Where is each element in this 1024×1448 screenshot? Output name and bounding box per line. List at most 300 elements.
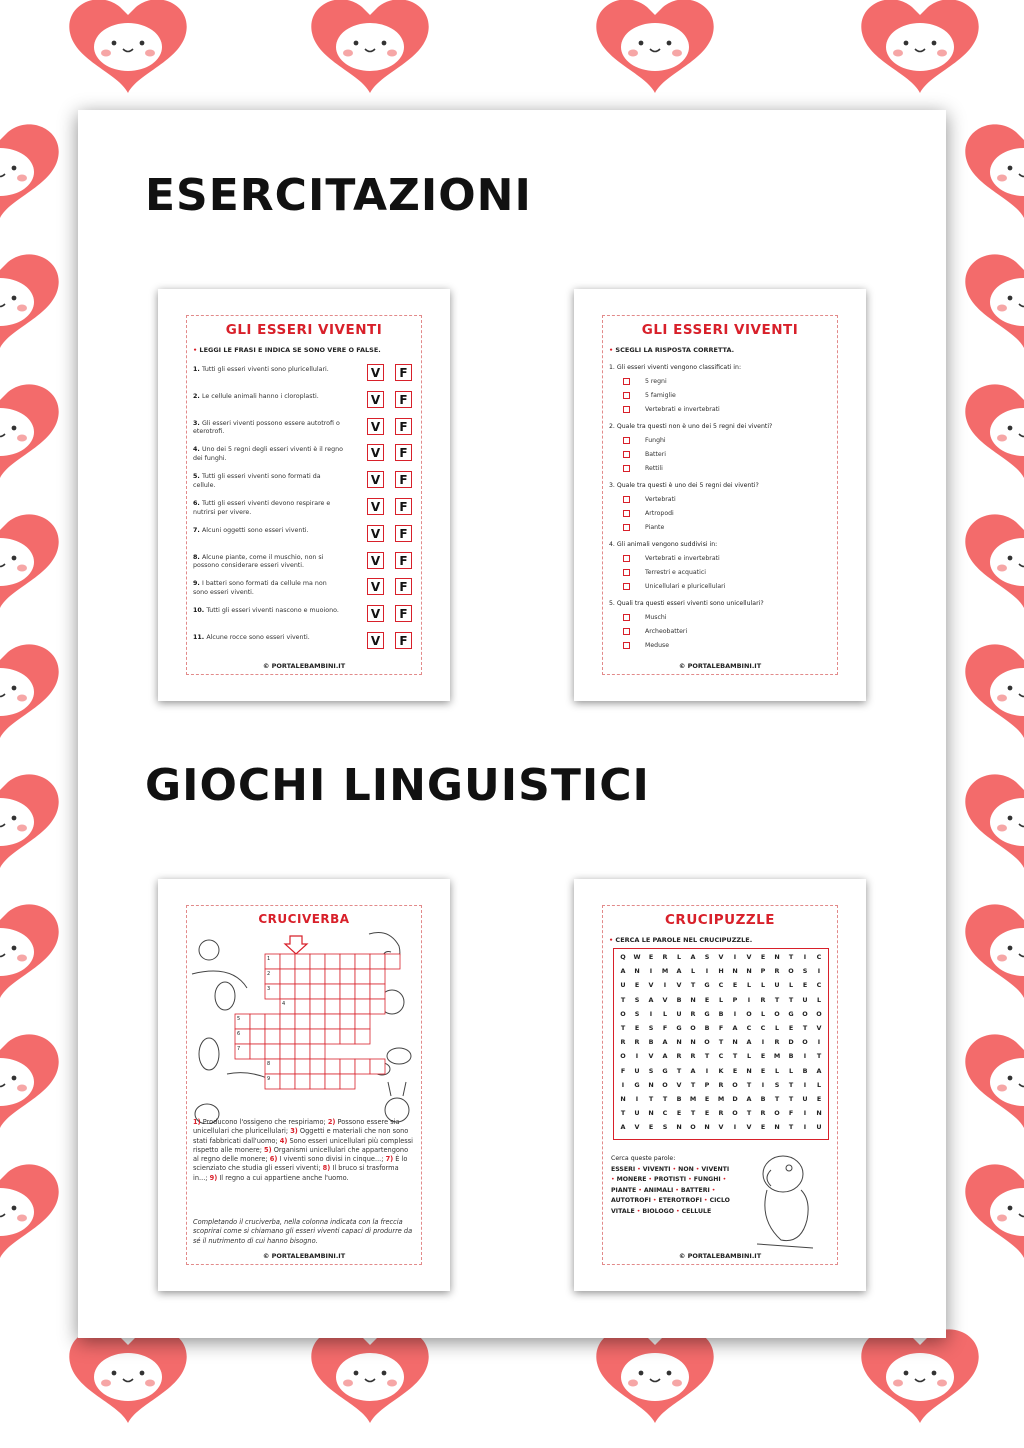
crossword-cell <box>340 969 355 984</box>
word-search-letter[interactable]: L <box>816 995 822 1004</box>
true-false-question: 8. Alcune piante, come il muschio, non si possono considerare esseri viventi. <box>193 553 324 570</box>
word-search-letter[interactable]: E <box>648 953 654 961</box>
answer-checkbox[interactable] <box>623 465 630 472</box>
word-search-letter[interactable]: E <box>760 953 766 961</box>
heart-face-icon <box>965 124 1024 218</box>
word-search-letter[interactable]: T <box>788 1095 794 1103</box>
word-search-letter[interactable]: V <box>676 1080 682 1089</box>
sheet-instruction: • LEGGI LE FRASI E INDICA SE SONO VERE O FALSE. <box>193 346 381 354</box>
word-search-letter[interactable]: M <box>661 967 669 976</box>
word-to-find: PIANTE <box>611 1186 637 1194</box>
word-search-letter[interactable]: C <box>816 981 822 990</box>
word-search-letter[interactable]: T <box>802 1024 808 1032</box>
crossword-cell <box>295 1014 310 1029</box>
false-checkbox[interactable]: F <box>395 552 412 569</box>
crossword-cell <box>295 984 310 999</box>
word-search-letter[interactable]: E <box>788 1024 794 1032</box>
word-search-letter[interactable]: G <box>676 1024 682 1032</box>
word-search-letter[interactable]: I <box>635 1052 639 1061</box>
word-search-letter[interactable]: N <box>704 1123 710 1132</box>
word-search-letter[interactable]: R <box>690 1052 696 1061</box>
crossword-cell <box>250 1044 265 1059</box>
word-search-letter[interactable]: E <box>760 1123 766 1132</box>
word-search-letter[interactable]: S <box>648 1066 654 1075</box>
word-search-letter[interactable]: K <box>718 1066 724 1075</box>
word-search-letter[interactable]: L <box>774 1066 780 1075</box>
word-search-letter[interactable]: S <box>802 967 808 976</box>
word-search-letter[interactable]: S <box>662 1123 668 1132</box>
false-checkbox[interactable]: F <box>395 444 412 461</box>
word-search-letter[interactable]: I <box>635 1095 639 1103</box>
crossword-cell <box>340 1059 355 1074</box>
word-search-letter[interactable]: I <box>803 1080 807 1089</box>
answer-option: Archeobatteri <box>645 628 688 635</box>
word-search-letter[interactable]: T <box>690 1109 696 1118</box>
false-checkbox[interactable]: F <box>395 391 412 408</box>
word-search-letter[interactable]: T <box>620 995 626 1004</box>
word-search-letter[interactable]: I <box>803 1109 807 1118</box>
word-search-letter[interactable]: D <box>788 1038 794 1047</box>
word-search-letter[interactable]: E <box>802 981 808 990</box>
word-search-letter[interactable]: I <box>761 1038 765 1047</box>
false-checkbox[interactable]: F <box>395 525 412 542</box>
worksheet-true-false[interactable] <box>158 289 450 701</box>
word-search-letter[interactable]: V <box>746 1123 752 1132</box>
word-search-letter[interactable]: E <box>816 1095 822 1103</box>
word-search-letter[interactable]: U <box>802 1095 808 1103</box>
word-list-label: Cerca queste parole: <box>611 1155 676 1162</box>
word-search-letter[interactable]: V <box>676 981 682 990</box>
clue-text: È lo scienziato che studia gli esseri viventi; <box>193 1155 408 1173</box>
word-search-letter[interactable]: T <box>788 995 794 1004</box>
word-search-letter[interactable]: R <box>774 967 780 976</box>
word-search-letter[interactable]: P <box>704 1080 710 1089</box>
sheet-footer: © PORTALEBAMBINI.IT <box>678 662 762 670</box>
word-search-letter[interactable]: L <box>676 953 682 961</box>
word-search-letter[interactable]: T <box>690 1080 696 1089</box>
word-search-letter[interactable]: L <box>760 1009 766 1018</box>
word-search-letter[interactable]: I <box>649 967 653 976</box>
word-search-letter[interactable]: G <box>634 1080 640 1089</box>
word-search-letter[interactable]: T <box>788 953 794 961</box>
answer-checkbox[interactable] <box>623 555 630 562</box>
word-search-letter[interactable]: T <box>620 1109 626 1118</box>
word-search-letter[interactable]: N <box>746 1066 752 1075</box>
crossword-cell <box>370 954 385 969</box>
word-search-letter[interactable]: N <box>620 1095 626 1103</box>
word-search-letter[interactable]: F <box>788 1109 794 1118</box>
word-search-letter[interactable]: I <box>705 967 709 976</box>
word-search-letter[interactable]: C <box>760 1024 766 1032</box>
word-search-letter[interactable]: O <box>746 1009 752 1018</box>
answer-option: 5 regni <box>645 378 667 385</box>
word-search-letter[interactable]: I <box>705 1066 709 1075</box>
word-search-letter[interactable]: T <box>746 1109 752 1118</box>
false-checkbox[interactable]: F <box>395 471 412 488</box>
word-search-letter[interactable]: N <box>634 967 640 976</box>
word-search-letter[interactable]: Q <box>620 953 626 961</box>
word-search-letter[interactable]: A <box>676 967 682 976</box>
false-checkbox[interactable]: F <box>395 498 412 515</box>
word-search-letter[interactable]: O <box>732 1080 738 1089</box>
word-search-letter[interactable]: D <box>732 1095 738 1103</box>
word-search-letter[interactable]: S <box>634 1009 640 1018</box>
word-search-letter[interactable]: A <box>732 1024 738 1032</box>
word-search-letter[interactable]: V <box>662 995 668 1004</box>
word-search-letter[interactable]: G <box>788 1009 794 1018</box>
word-search-letter[interactable]: O <box>802 1038 808 1047</box>
answer-checkbox[interactable] <box>623 406 630 413</box>
word-search-letter[interactable]: E <box>732 981 738 990</box>
clue-number: 7) <box>385 1155 394 1164</box>
word-search-letter[interactable]: V <box>816 1024 822 1032</box>
word-search-letter[interactable]: B <box>648 1038 654 1047</box>
word-search-letter[interactable]: B <box>676 995 682 1004</box>
word-search-letter[interactable]: I <box>733 1009 737 1018</box>
false-checkbox[interactable]: F <box>395 578 412 595</box>
word-search-letter[interactable]: N <box>732 967 738 976</box>
true-checkbox[interactable]: V <box>367 552 384 569</box>
word-search-letter[interactable]: I <box>817 967 821 976</box>
clue-text: Il bruco si trasforma in...; <box>193 1164 399 1182</box>
answer-checkbox[interactable] <box>623 628 630 635</box>
word-search-letter[interactable]: T <box>816 1052 822 1061</box>
word-search-letter[interactable]: T <box>746 1080 752 1089</box>
word-search-letter[interactable]: B <box>760 1095 766 1103</box>
word-search-letter[interactable]: C <box>662 1109 668 1118</box>
word-search-letter[interactable]: T <box>704 1052 710 1061</box>
word-search-letter[interactable]: E <box>704 1109 710 1118</box>
word-search-letter[interactable]: N <box>648 1109 654 1118</box>
true-false-question: 11. Alcune rocce sono esseri viventi. <box>193 634 310 641</box>
false-checkbox[interactable]: F <box>395 605 412 622</box>
true-false-question: 4. Uno dei 5 regni degli esseri viventi è il regno dei funghi. <box>193 446 343 462</box>
true-checkbox[interactable]: V <box>367 525 384 542</box>
word-search-letter[interactable]: R <box>690 1009 696 1018</box>
word-search-letter[interactable]: E <box>760 1066 766 1075</box>
true-checkbox[interactable]: V <box>367 632 384 649</box>
word-search-letter[interactable]: F <box>620 1066 626 1075</box>
word-search-letter[interactable]: U <box>634 1109 640 1118</box>
clue-number: 5) <box>264 1145 272 1154</box>
word-search-letter[interactable]: E <box>732 1066 738 1075</box>
worksheet-word-search[interactable] <box>574 879 866 1291</box>
clue-number: 8) <box>322 1164 331 1173</box>
answer-option: Unicellulari e pluricellulari <box>645 583 726 590</box>
word-search-letter[interactable]: R <box>718 1080 724 1089</box>
word-search-letter[interactable]: N <box>676 1123 682 1132</box>
true-checkbox[interactable]: V <box>367 471 384 488</box>
word-search-letter[interactable]: T <box>788 1123 794 1132</box>
word-search-letter[interactable]: N <box>676 1038 682 1047</box>
word-search-letter[interactable]: T <box>732 1052 738 1061</box>
word-search-letter[interactable]: T <box>620 1024 626 1032</box>
heart-face-icon <box>965 384 1024 478</box>
word-search-letter[interactable]: I <box>733 1123 737 1132</box>
word-search-letter[interactable]: U <box>816 1123 822 1132</box>
word-search-letter[interactable]: G <box>704 1009 710 1018</box>
crossword-cell <box>310 1059 325 1074</box>
word-search-letter[interactable]: R <box>662 953 668 961</box>
true-checkbox[interactable]: V <box>367 391 384 408</box>
answer-checkbox[interactable] <box>623 437 630 444</box>
word-search-letter[interactable]: E <box>676 1109 682 1118</box>
word-search-letter[interactable]: L <box>662 1009 668 1018</box>
word-search-letter[interactable]: A <box>746 1095 752 1103</box>
word-search-letter[interactable]: C <box>718 1052 724 1061</box>
word-search-letter[interactable]: U <box>620 981 626 990</box>
word-search-letter[interactable]: I <box>817 1038 821 1047</box>
true-checkbox[interactable]: V <box>367 418 384 435</box>
crossword-cell <box>280 1074 295 1089</box>
word-search-letter[interactable]: E <box>648 1123 654 1132</box>
worksheet-crossword[interactable] <box>158 879 450 1291</box>
word-search-letter[interactable]: T <box>718 1038 724 1047</box>
word-search-letter[interactable]: G <box>662 1066 668 1075</box>
heart-face-icon <box>965 514 1024 608</box>
word-search-letter[interactable]: E <box>634 1024 640 1032</box>
word-search-letter[interactable]: B <box>704 1024 710 1032</box>
word-search-letter[interactable]: R <box>760 1109 766 1118</box>
true-checkbox[interactable]: V <box>367 444 384 461</box>
word-search-letter[interactable]: T <box>690 981 696 990</box>
word-search-letter[interactable]: E <box>760 1052 766 1061</box>
word-search-letter[interactable]: R <box>620 1038 626 1047</box>
word-search-letter[interactable]: N <box>746 967 752 976</box>
word-search-letter[interactable]: N <box>690 995 696 1004</box>
word-search-letter[interactable]: S <box>774 1080 780 1089</box>
sheet-title: CRUCIVERBA <box>258 912 350 926</box>
true-checkbox[interactable]: V <box>367 498 384 515</box>
answer-checkbox[interactable] <box>623 583 630 590</box>
word-search-letter[interactable]: W <box>633 953 641 961</box>
word-search-letter[interactable]: L <box>718 995 724 1004</box>
sheet-footer: © PORTALEBAMBINI.IT <box>262 1252 346 1260</box>
crossword-illustration <box>187 924 423 1124</box>
word-search-letter[interactable]: I <box>761 1080 765 1089</box>
true-checkbox[interactable]: V <box>367 578 384 595</box>
crossword-cell <box>355 969 370 984</box>
word-search-letter[interactable]: A <box>690 953 696 961</box>
word-search-letter[interactable]: L <box>746 1052 752 1061</box>
word-search-letter[interactable]: V <box>746 953 752 961</box>
word-search-letter[interactable]: I <box>747 995 751 1004</box>
true-false-question: 5. Tutti gli esseri viventi sono formati da cellule. <box>193 473 321 489</box>
word-search-letter[interactable]: U <box>676 1009 682 1018</box>
word-search-letter[interactable]: C <box>746 1024 752 1032</box>
word-search-letter[interactable]: E <box>704 995 710 1004</box>
answer-checkbox[interactable] <box>623 642 630 649</box>
answer-checkbox[interactable] <box>623 524 630 531</box>
crossword-final-note: Completando il cruciverba, nella colonna indicata con la freccia scoprirai come si chiamano gli esseri viventi capaci di produrre da sé il nutrimento di cui hanno bisogno. <box>193 1218 413 1245</box>
word-search-letter[interactable]: A <box>620 967 626 976</box>
false-checkbox[interactable]: F <box>395 364 412 381</box>
word-search-letter[interactable]: A <box>746 1038 752 1047</box>
word-search-letter[interactable]: T <box>662 1095 668 1103</box>
word-search-letter[interactable]: R <box>774 1038 780 1047</box>
word-search-letter[interactable]: O <box>816 1009 822 1018</box>
word-search-letter[interactable]: O <box>704 1038 710 1047</box>
word-search-letter[interactable]: O <box>690 1123 696 1132</box>
word-search-letter[interactable]: U <box>634 1066 640 1075</box>
word-search-letter[interactable]: S <box>704 953 710 961</box>
word-search-letter[interactable]: N <box>774 953 780 961</box>
word-search-letter[interactable]: B <box>718 1009 724 1018</box>
word-search-letter[interactable]: T <box>774 995 780 1004</box>
clue-text: Oggetti e materiali che non sono stati fabbricati dall'uomo; <box>193 1127 409 1145</box>
word-search-letter[interactable]: T <box>774 1095 780 1103</box>
sheet-title: GLI ESSERI VIVENTI <box>641 322 799 338</box>
word-search-letter[interactable]: I <box>733 953 737 961</box>
crossword-cell <box>355 1029 370 1044</box>
word-search-letter[interactable]: A <box>662 1052 668 1061</box>
word-search-letter[interactable]: T <box>788 1080 794 1089</box>
word-search-letter[interactable]: S <box>648 1024 654 1032</box>
word-search-letter[interactable]: P <box>760 967 766 976</box>
word-search-letter[interactable]: O <box>662 1080 668 1089</box>
false-checkbox[interactable]: F <box>395 632 412 649</box>
word-search-letter[interactable]: I <box>663 981 667 990</box>
word-to-find: VIVENTI <box>701 1165 730 1173</box>
word-search-letter[interactable]: O <box>802 1009 808 1018</box>
word-search-letter[interactable]: O <box>774 1109 780 1118</box>
word-search-letter[interactable]: A <box>620 1123 626 1132</box>
word-search-letter[interactable]: M <box>689 1095 697 1103</box>
word-search-letter[interactable]: N <box>690 1038 696 1047</box>
heart-face-icon <box>0 384 59 478</box>
word-to-find: NON <box>678 1165 694 1173</box>
word-search-letter[interactable]: A <box>662 1038 668 1047</box>
heart-face-icon <box>0 644 59 738</box>
word-search-letter[interactable]: O <box>620 1009 626 1018</box>
word-search-letter[interactable]: F <box>718 1024 724 1032</box>
crossword-cell <box>355 1059 370 1074</box>
word-search-letter[interactable]: I <box>803 1052 807 1061</box>
answer-option: Funghi <box>645 437 666 444</box>
word-search-letter[interactable]: L <box>774 1024 780 1032</box>
word-search-letter[interactable]: E <box>704 1095 710 1103</box>
crossword-cell <box>310 1029 325 1044</box>
crossword-cell <box>370 999 385 1014</box>
word-search-letter[interactable]: B <box>802 1066 808 1075</box>
clue-text: Producono l'ossigeno che respiriamo; <box>200 1118 328 1126</box>
word-search-letter[interactable]: I <box>803 1123 807 1132</box>
word-search-letter[interactable]: F <box>662 1024 668 1032</box>
word-search-letter[interactable]: I <box>649 1009 653 1018</box>
answer-checkbox[interactable] <box>623 451 630 458</box>
word-search-letter[interactable]: T <box>648 1095 654 1103</box>
word-search-letter[interactable]: N <box>648 1080 654 1089</box>
word-search-letter[interactable]: B <box>788 1052 794 1061</box>
true-false-question: 6. Tutti gli esseri viventi devono respirare e nutrirsi per vivere. <box>193 500 331 516</box>
word-search-letter[interactable]: R <box>760 995 766 1004</box>
clue-number: 3) <box>290 1127 298 1136</box>
word-search-letter[interactable]: B <box>676 1095 682 1103</box>
word-search-letter[interactable]: V <box>648 981 654 990</box>
word-search-letter[interactable]: L <box>788 1066 794 1075</box>
word-search-letter[interactable]: T <box>676 1066 682 1075</box>
word-search-letter[interactable]: V <box>648 1052 654 1061</box>
word-search-letter[interactable]: M <box>717 1095 725 1103</box>
word-search-letter[interactable]: A <box>816 1066 822 1075</box>
word-search-letter[interactable]: N <box>732 1038 738 1047</box>
crossword-cell <box>310 969 325 984</box>
word-search-letter[interactable]: U <box>774 981 780 990</box>
word-search-letter[interactable]: A <box>690 1066 696 1075</box>
word-search-letter[interactable]: P <box>732 995 738 1004</box>
word-search-letter[interactable]: E <box>634 981 640 990</box>
word-search-letter[interactable]: R <box>676 1052 682 1061</box>
word-search-letter[interactable]: M <box>773 1052 781 1061</box>
word-search-letter[interactable]: L <box>746 981 752 990</box>
answer-checkbox[interactable] <box>623 569 630 576</box>
word-search-letter[interactable]: H <box>718 967 724 976</box>
word-search-letter[interactable]: O <box>690 1024 696 1032</box>
word-to-find: ANIMALI <box>643 1186 674 1194</box>
word-search-letter[interactable]: C <box>816 953 822 961</box>
word-search-letter[interactable]: I <box>803 953 807 961</box>
true-checkbox[interactable]: V <box>367 364 384 381</box>
answer-checkbox[interactable] <box>623 496 630 503</box>
word-search-letter[interactable]: O <box>774 1009 780 1018</box>
sheet-instruction: • SCEGLI LA RISPOSTA CORRETTA. <box>609 346 735 354</box>
heart-face-icon <box>965 904 1024 998</box>
word-search-letter[interactable]: L <box>760 981 766 990</box>
crossword-row-number: 4 <box>282 1001 286 1007</box>
answer-checkbox[interactable] <box>623 510 630 517</box>
word-search-letter[interactable]: L <box>788 981 794 990</box>
word-search-letter[interactable]: V <box>718 1123 724 1132</box>
answer-checkbox[interactable] <box>623 378 630 385</box>
word-search-letter[interactable]: I <box>621 1080 625 1089</box>
word-search-letter[interactable]: V <box>718 953 724 961</box>
word-search-letter[interactable]: S <box>634 995 640 1004</box>
answer-checkbox[interactable] <box>623 392 630 399</box>
word-search-letter[interactable]: O <box>732 1109 738 1118</box>
crossword-cell <box>340 954 355 969</box>
word-search-letter[interactable]: V <box>634 1123 640 1132</box>
word-search-letter[interactable]: O <box>620 1052 626 1061</box>
clue-number: 9) <box>209 1173 218 1182</box>
crossword-cell <box>325 969 340 984</box>
word-search-letter[interactable]: C <box>718 981 724 990</box>
false-checkbox[interactable]: F <box>395 418 412 435</box>
word-search-letter[interactable]: A <box>648 995 654 1004</box>
word-search-letter[interactable]: N <box>816 1109 822 1118</box>
word-search-letter[interactable]: R <box>634 1038 640 1047</box>
word-search-letter[interactable]: L <box>816 1080 822 1089</box>
crossword-cell <box>310 1074 325 1089</box>
word-search-letter[interactable]: L <box>690 967 696 976</box>
true-checkbox[interactable]: V <box>367 605 384 622</box>
worksheet-multiple-choice[interactable] <box>574 289 866 701</box>
word-search-letter[interactable]: U <box>802 995 808 1004</box>
heart-face-icon <box>596 0 713 93</box>
answer-checkbox[interactable] <box>623 614 630 621</box>
crossword-cell <box>295 954 310 969</box>
word-search-letter[interactable]: N <box>774 1123 780 1132</box>
crossword-row-number: 6 <box>237 1031 241 1037</box>
word-search-letter[interactable]: R <box>718 1109 724 1118</box>
word-search-letter[interactable]: G <box>704 981 710 990</box>
heart-face-icon <box>69 1329 186 1423</box>
word-search-grid <box>613 948 829 1140</box>
crossword-cell <box>280 1044 295 1059</box>
answer-option: Batteri <box>645 451 666 458</box>
word-to-find: BIOLOGO <box>642 1207 674 1215</box>
word-search-letter[interactable]: O <box>788 967 794 976</box>
sheet-border <box>602 315 838 675</box>
